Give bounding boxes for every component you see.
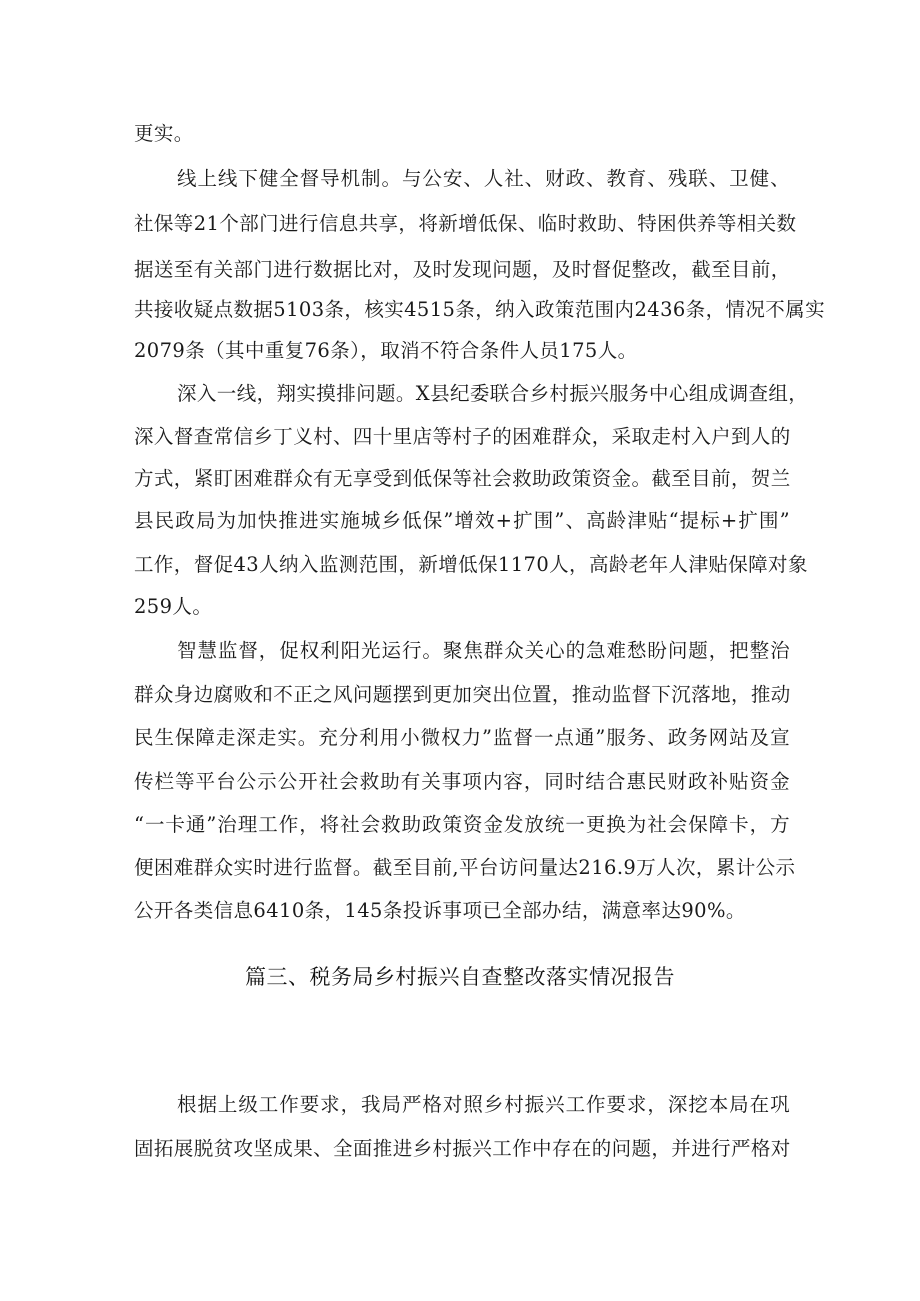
paragraph-line: 智慧监督，促权利阳光运行。聚焦群众关心的急难愁盼问题，把整治 [177, 639, 790, 662]
paragraph-line: 据送至有关部门进行数据比对，及时发现问题，及时督促整改，截至目前， [134, 258, 791, 281]
paragraph-line: 民生保障走深走实。充分利用小微权力”监督一点通”服务、政务网站及宣 [134, 726, 790, 749]
paragraph-line: 固拓展脱贫攻坚成果、全面推进乡村振兴工作中存在的问题，并进行严格对 [134, 1137, 791, 1160]
paragraph-line: 工作，督促43人纳入监测范围，新增低保1170人，高龄老年人津贴保障对象 [134, 553, 808, 576]
paragraph-line: 共接收疑点数据5103条，核实4515条，纳入政策范围内2436条，情况不属实 [134, 298, 825, 321]
paragraph-line: 2079条（其中重复76条），取消不符合条件人员175人。 [134, 339, 638, 362]
paragraph-line: 线上线下健全督导机制。与公安、人社、财政、教育、残联、卫健、 [177, 167, 790, 190]
paragraph-continuation-line: 更实。 [134, 122, 194, 145]
paragraph-line: 社保等21个部门进行信息共享，将新增低保、临时救助、特困供养等相关数 [134, 212, 797, 235]
paragraph-line: 深入督查常信乡丁义村、四十里店等村子的困难群众，采取走村入户到人的 [134, 425, 791, 448]
paragraph-line: 根据上级工作要求，我局严格对照乡村振兴工作要求，深挖本局在巩 [177, 1093, 790, 1116]
paragraph-line: “一卡通”治理工作，将社会救助政策资金发放统一更换为社会保障卡，方 [134, 813, 790, 836]
paragraph-line: 259人。 [134, 595, 213, 618]
paragraph-line: 传栏等平台公示公开社会救助有关事项内容，同时结合惠民财政补贴资金 [134, 770, 790, 793]
paragraph-line: 群众身边腐败和不正之风问题摆到更加突出位置，推动监督下沉落地，推动 [134, 683, 791, 706]
paragraph-line: 县民政局为加快推进实施城乡低保”增效+扩围”、高龄津贴“提标+扩围” [134, 509, 790, 532]
paragraph-line: 方式，紧盯困难群众有无享受到低保等社会救助政策资金。截至目前，贺兰 [134, 467, 791, 490]
section-title: 篇三、税务局乡村振兴自查整改落实情况报告 [245, 965, 675, 989]
paragraph-line: 便困难群众实时进行监督。截至目前,平台访问量达216.9万人次，累计公示 [134, 856, 796, 879]
paragraph-line: 公开各类信息6410条，145条投诉事项已全部办结，满意率达90%。 [134, 899, 746, 922]
paragraph-line: 深入一线，翔实摸排问题。X县纪委联合乡村振兴服务中心组成调查组， [177, 382, 809, 405]
